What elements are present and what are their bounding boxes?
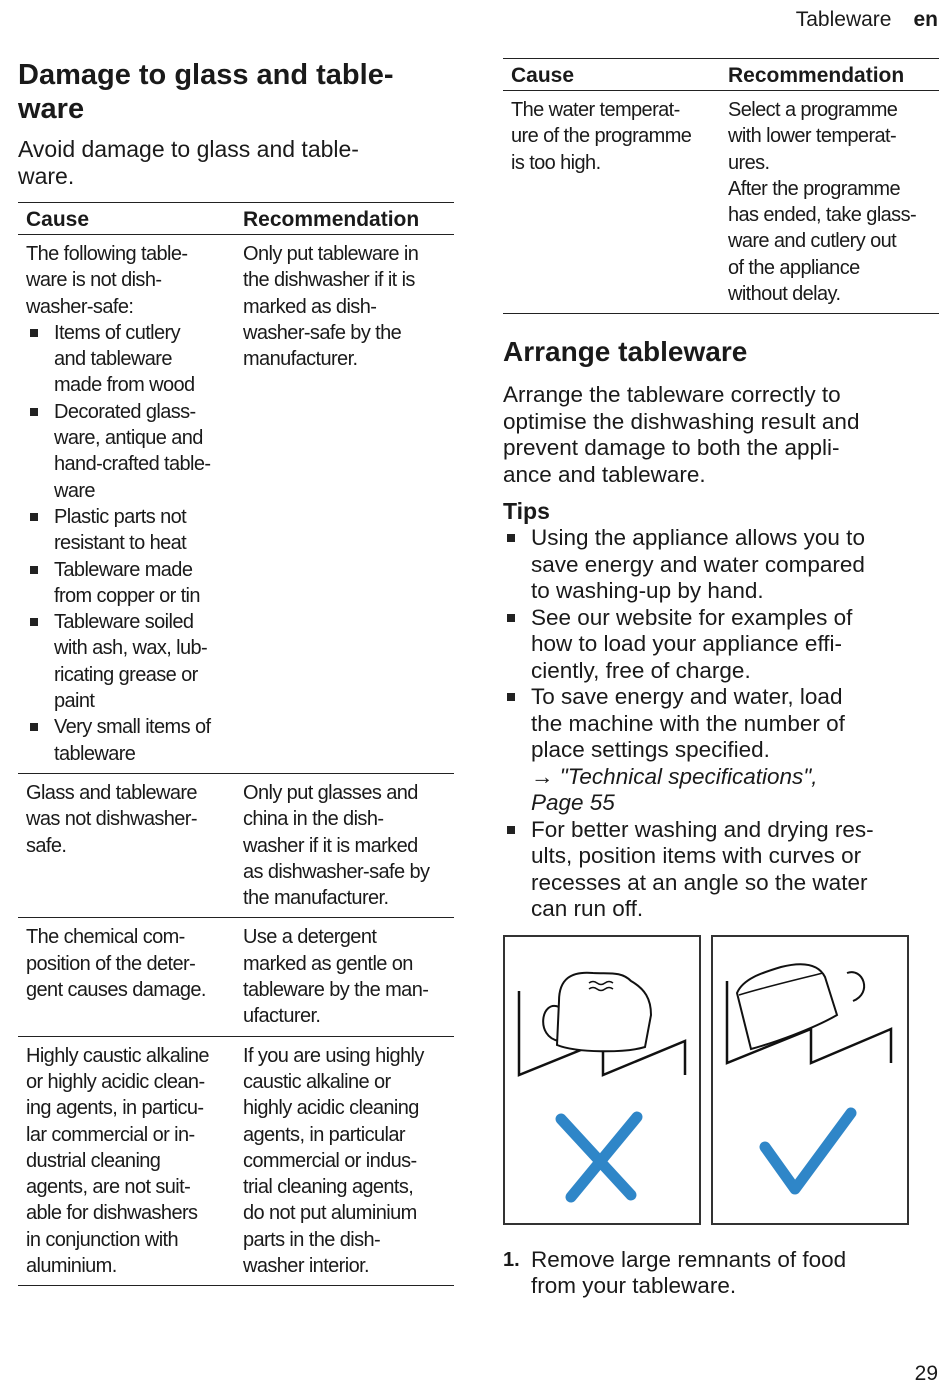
damage-section-title: Damage to glass and table- ware xyxy=(18,59,394,125)
arrange-intro: Arrange the tableware correctly to optimise the dishwashing result and prevent damage to both the appli- ance and tableware. xyxy=(503,382,860,487)
wrong-position-panel xyxy=(503,935,701,1225)
damage-table xyxy=(18,202,454,1286)
tip-text: Using the appliance allows you to save energy and water compared to washing-up by hand. xyxy=(531,525,865,604)
list-item: Decorated glass- ware, antique and hand-crafted table- ware xyxy=(26,399,227,504)
tips-list xyxy=(503,525,939,923)
header-recommendation: Recommendation xyxy=(235,203,454,235)
right-column xyxy=(503,58,939,1300)
cause-cell: Highly caustic alkaline or highly acidic clean- ing agents, in particu- lar commercial or in- dustrial cleaning agents, are not suit- able for dishwashers in conjunction with aluminium. xyxy=(18,1036,235,1286)
not-safe-list xyxy=(26,320,227,767)
correct-position-panel xyxy=(711,935,909,1225)
recommendation-cell: Use a detergent marked as gentle on tableware by the man- ufacturer. xyxy=(235,918,454,1036)
header-section: Tableware xyxy=(795,8,892,31)
list-item xyxy=(503,684,939,817)
list-item: Very small items of tableware xyxy=(26,714,227,767)
step-number: 1. xyxy=(503,1248,520,1271)
list-item xyxy=(503,817,939,923)
temperature-table xyxy=(503,58,939,314)
list-item xyxy=(503,605,939,685)
table-row xyxy=(18,773,454,917)
list-item xyxy=(503,525,939,605)
tip-text: To save energy and water, load the machine with the number of place settings specified. xyxy=(531,684,845,763)
header-language: en xyxy=(913,8,938,31)
left-column xyxy=(18,58,454,1286)
header-recommendation: Recommendation xyxy=(720,59,939,91)
list-item: Items of cutlery and tableware made from wood xyxy=(26,320,227,399)
cause-cell: The chemical com- position of the deter- gent causes damage. xyxy=(18,918,235,1036)
page-number: 29 xyxy=(914,1362,938,1385)
wrong-position-drawing xyxy=(505,937,699,1223)
steps-list xyxy=(503,1247,939,1300)
check-icon xyxy=(765,1113,851,1189)
list-item: Tableware made from copper or tin xyxy=(26,557,227,610)
table-header-row xyxy=(503,59,939,91)
correct-position-drawing xyxy=(713,937,907,1223)
technical-specs-link[interactable]: → "Technical specifications", Page 55 xyxy=(531,763,818,816)
recommendation-cell: Select a programme with lower temperat- ures. After the programme has ended, take glass- ware and cutlery out of the appliance without delay. xyxy=(720,91,939,314)
cause-cell: Glass and tableware was not dishwasher- safe. xyxy=(18,773,235,917)
table-header-row xyxy=(18,203,454,235)
step-text: Remove large remnants of food from your tableware. xyxy=(531,1246,847,1299)
cross-icon xyxy=(561,1117,637,1197)
recommendation-cell: Only put glasses and china in the dish- washer if it is marked as dishwasher-safe by the manufacturer. xyxy=(235,773,454,917)
page-header xyxy=(796,8,938,32)
table-row xyxy=(503,91,939,314)
damage-intro: Avoid damage to glass and table- ware. xyxy=(18,136,359,189)
header-cause: Cause xyxy=(18,203,235,235)
tip-text: For better washing and drying res- ults, position items with curves or recesses at an angle so the water can run off. xyxy=(531,816,874,922)
list-item: Tableware soiled with ash, wax, lub- ricating grease or paint xyxy=(26,609,227,714)
list-item: Plastic parts not resistant to heat xyxy=(26,504,227,557)
table-row xyxy=(18,1036,454,1286)
table-row xyxy=(18,235,454,774)
arrange-section-title: Arrange tableware xyxy=(503,336,748,368)
list-item xyxy=(503,1247,939,1300)
table-row xyxy=(18,918,454,1036)
cause-cell: The water temperat- ure of the programme is too high. xyxy=(503,91,720,314)
header-cause: Cause xyxy=(503,59,720,91)
recommendation-cell: Only put tableware in the dishwasher if it is marked as dish- washer-safe by the manufacturer. xyxy=(235,235,454,774)
loading-illustration xyxy=(503,935,939,1225)
recommendation-cell: If you are using highly caustic alkaline or highly acidic cleaning agents, in particular commercial or indus- trial cleaning agents, do not put aluminium parts in the dish- washer interior. xyxy=(235,1036,454,1286)
tip-text: See our website for examples of how to load your appliance effi- ciently, free of charge. xyxy=(531,604,853,683)
cause-cell xyxy=(18,235,235,774)
tips-heading: Tips xyxy=(503,498,550,525)
cause-text: The following table- ware is not dish- washer-safe: xyxy=(26,243,188,318)
